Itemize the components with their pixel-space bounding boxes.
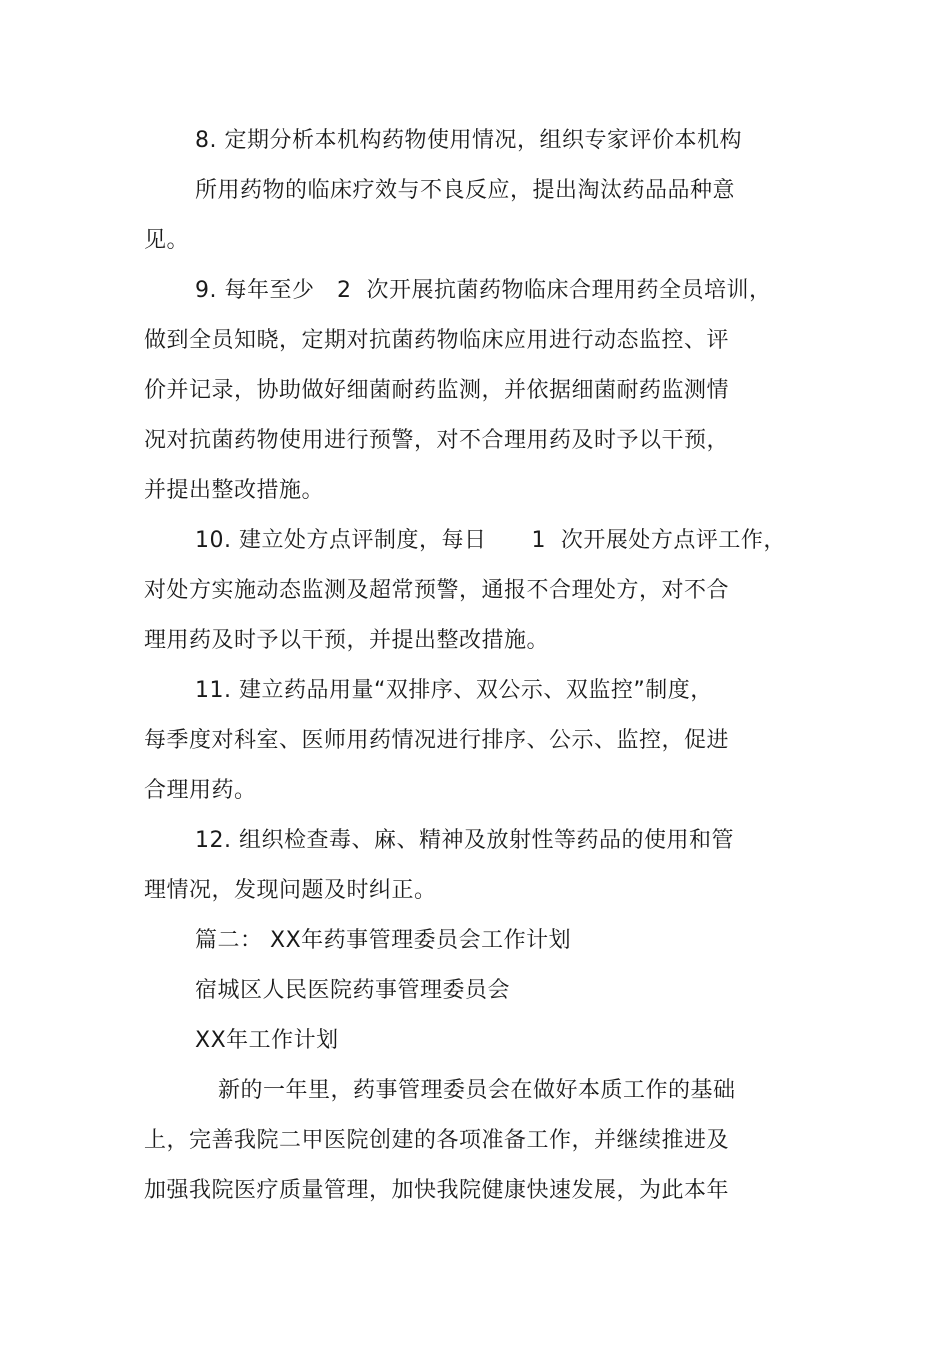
organization-name: 宿城区人民医院药事管理委员会: [195, 978, 511, 1003]
text-line: 所用药物的临床疗效与不良反应，提出淘汰药品品种意: [195, 178, 736, 203]
text-line: 对处方实施动态监测及超常预警，通报不合理处方，对不合: [144, 578, 730, 603]
text-line: 加强我院医疗质量管理，加快我院健康快速发展，为此本年: [144, 1178, 730, 1203]
text-line: 况对抗菌药物使用进行预警，对不合理用药及时予以干预，: [144, 428, 730, 453]
text-line: 见。: [144, 228, 190, 253]
text-line: 9. 每年至少 2 次开展抗菌药物临床合理用药全员培训，: [195, 278, 772, 303]
plan-title: XX年工作计划: [195, 1028, 339, 1053]
text-line: 11. 建立药品用量“双排序、双公示、双监控”制度，: [195, 678, 713, 703]
text-line: 价并记录，协助做好细菌耐药监测，并依据细菌耐药监测情: [144, 378, 730, 403]
text-line: 理用药及时予以干预，并提出整改措施。: [144, 628, 550, 653]
text-line: 并提出整改措施。: [144, 478, 325, 503]
text-line: 做到全员知晓，定期对抗菌药物临床应用进行动态监控、评: [144, 328, 730, 353]
text-line: 10. 建立处方点评制度，每日 1 次开展处方点评工作，: [195, 528, 786, 553]
text-line: 12. 组织检查毒、麻、精神及放射性等药品的使用和管: [195, 828, 734, 853]
text-line: 理情况，发现问题及时纠正。: [144, 878, 437, 903]
text-line: 上，完善我院二甲医院创建的各项准备工作，并继续推进及: [144, 1128, 730, 1153]
section-heading: 篇二： XX年药事管理委员会工作计划: [195, 928, 572, 953]
text-line: 新的一年里，药事管理委员会在做好本质工作的基础: [218, 1078, 736, 1103]
text-line: 每季度对科室、医师用药情况进行排序、公示、监控，促进: [144, 728, 730, 753]
text-line: 8. 定期分析本机构药物使用情况，组织专家评价本机构: [195, 128, 742, 153]
text-line: 合理用药。: [144, 778, 257, 803]
